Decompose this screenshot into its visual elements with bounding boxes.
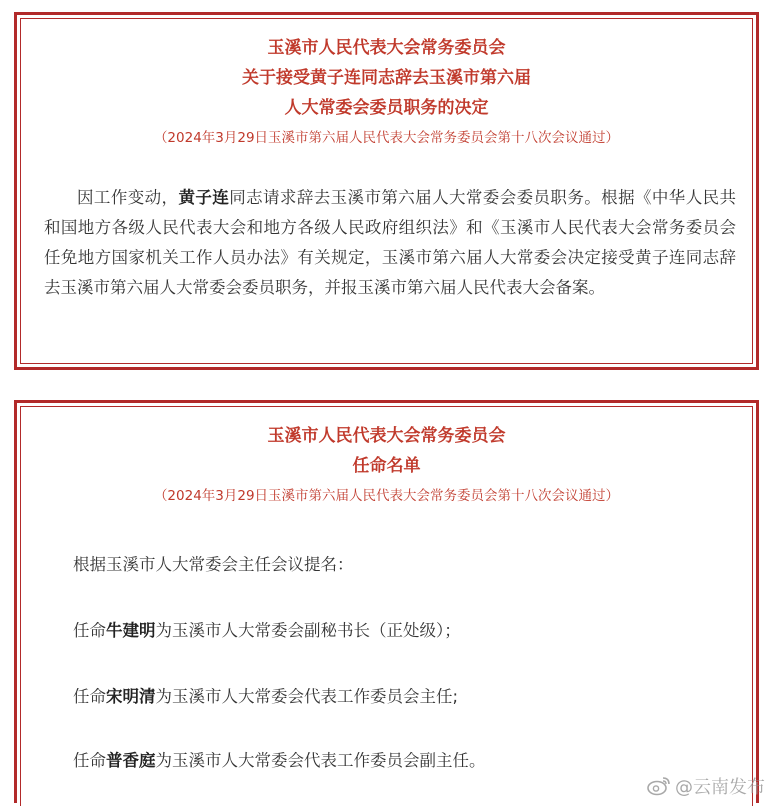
watermark	[647, 773, 765, 799]
decision-body-name: 黄子连	[178, 188, 229, 207]
appointment-item	[73, 619, 461, 643]
appointment-title-line-1: 玉溪市人民代表大会常务委员会	[17, 421, 756, 451]
appointment-item-rest: 为玉溪市人大常委会代表工作委员会副主任。	[156, 751, 486, 770]
appointment-item-prefix: 任命	[73, 751, 106, 770]
appointment-item-prefix: 任命	[73, 621, 106, 640]
appointment-item	[73, 685, 458, 709]
watermark-text: @云南发布	[675, 773, 765, 799]
decision-title-line-3: 人大常委会委员职务的决定	[17, 93, 756, 123]
appointment-item-rest: 为玉溪市人大常委会副秘书长（正处级）；	[156, 621, 461, 640]
decision-title-line-2: 关于接受黄子连同志辞去玉溪市第六届	[17, 63, 756, 93]
appointment-item	[73, 749, 486, 773]
appointment-card	[14, 400, 759, 803]
weibo-icon	[647, 776, 671, 796]
decision-title-line-1: 玉溪市人民代表大会常务委员会	[17, 33, 756, 63]
decision-body	[44, 183, 736, 303]
decision-body-rest: 同志请求辞去玉溪市第六届人大常委会委员职务。根据《中华人民共和国地方各级人民代表大会和地方各级人民政府组织法》和《玉溪市人民代表大会常务委员会任免地方国家机关工作人员办法》有关规定，玉溪市第六届人大常委会决定接受黄子连同志辞去玉溪市第六届人大常委会委员职务，并报玉溪市第六届人民代表大会备案。	[44, 188, 736, 297]
appointment-item-name: 普香庭	[106, 751, 156, 770]
appointment-header	[17, 421, 756, 507]
decision-body-prefix: 因工作变动，	[77, 188, 178, 207]
appointment-title-line-2: 任命名单	[17, 451, 756, 481]
decision-card	[14, 12, 759, 370]
appointment-item-name: 宋明清	[106, 687, 156, 706]
decision-header	[17, 33, 756, 149]
appointment-subtitle: （2024年3月29日玉溪市第六届人民代表大会常务委员会第十八次会议通过）	[17, 485, 756, 507]
appointment-intro: 根据玉溪市人大常委会主任会议提名：	[73, 553, 354, 577]
appointment-item-name: 牛建明	[106, 621, 156, 640]
decision-subtitle: （2024年3月29日玉溪市第六届人民代表大会常务委员会第十八次会议通过）	[17, 127, 756, 149]
appointment-item-rest: 为玉溪市人大常委会代表工作委员会主任;	[156, 687, 459, 706]
appointment-item-prefix: 任命	[73, 687, 106, 706]
